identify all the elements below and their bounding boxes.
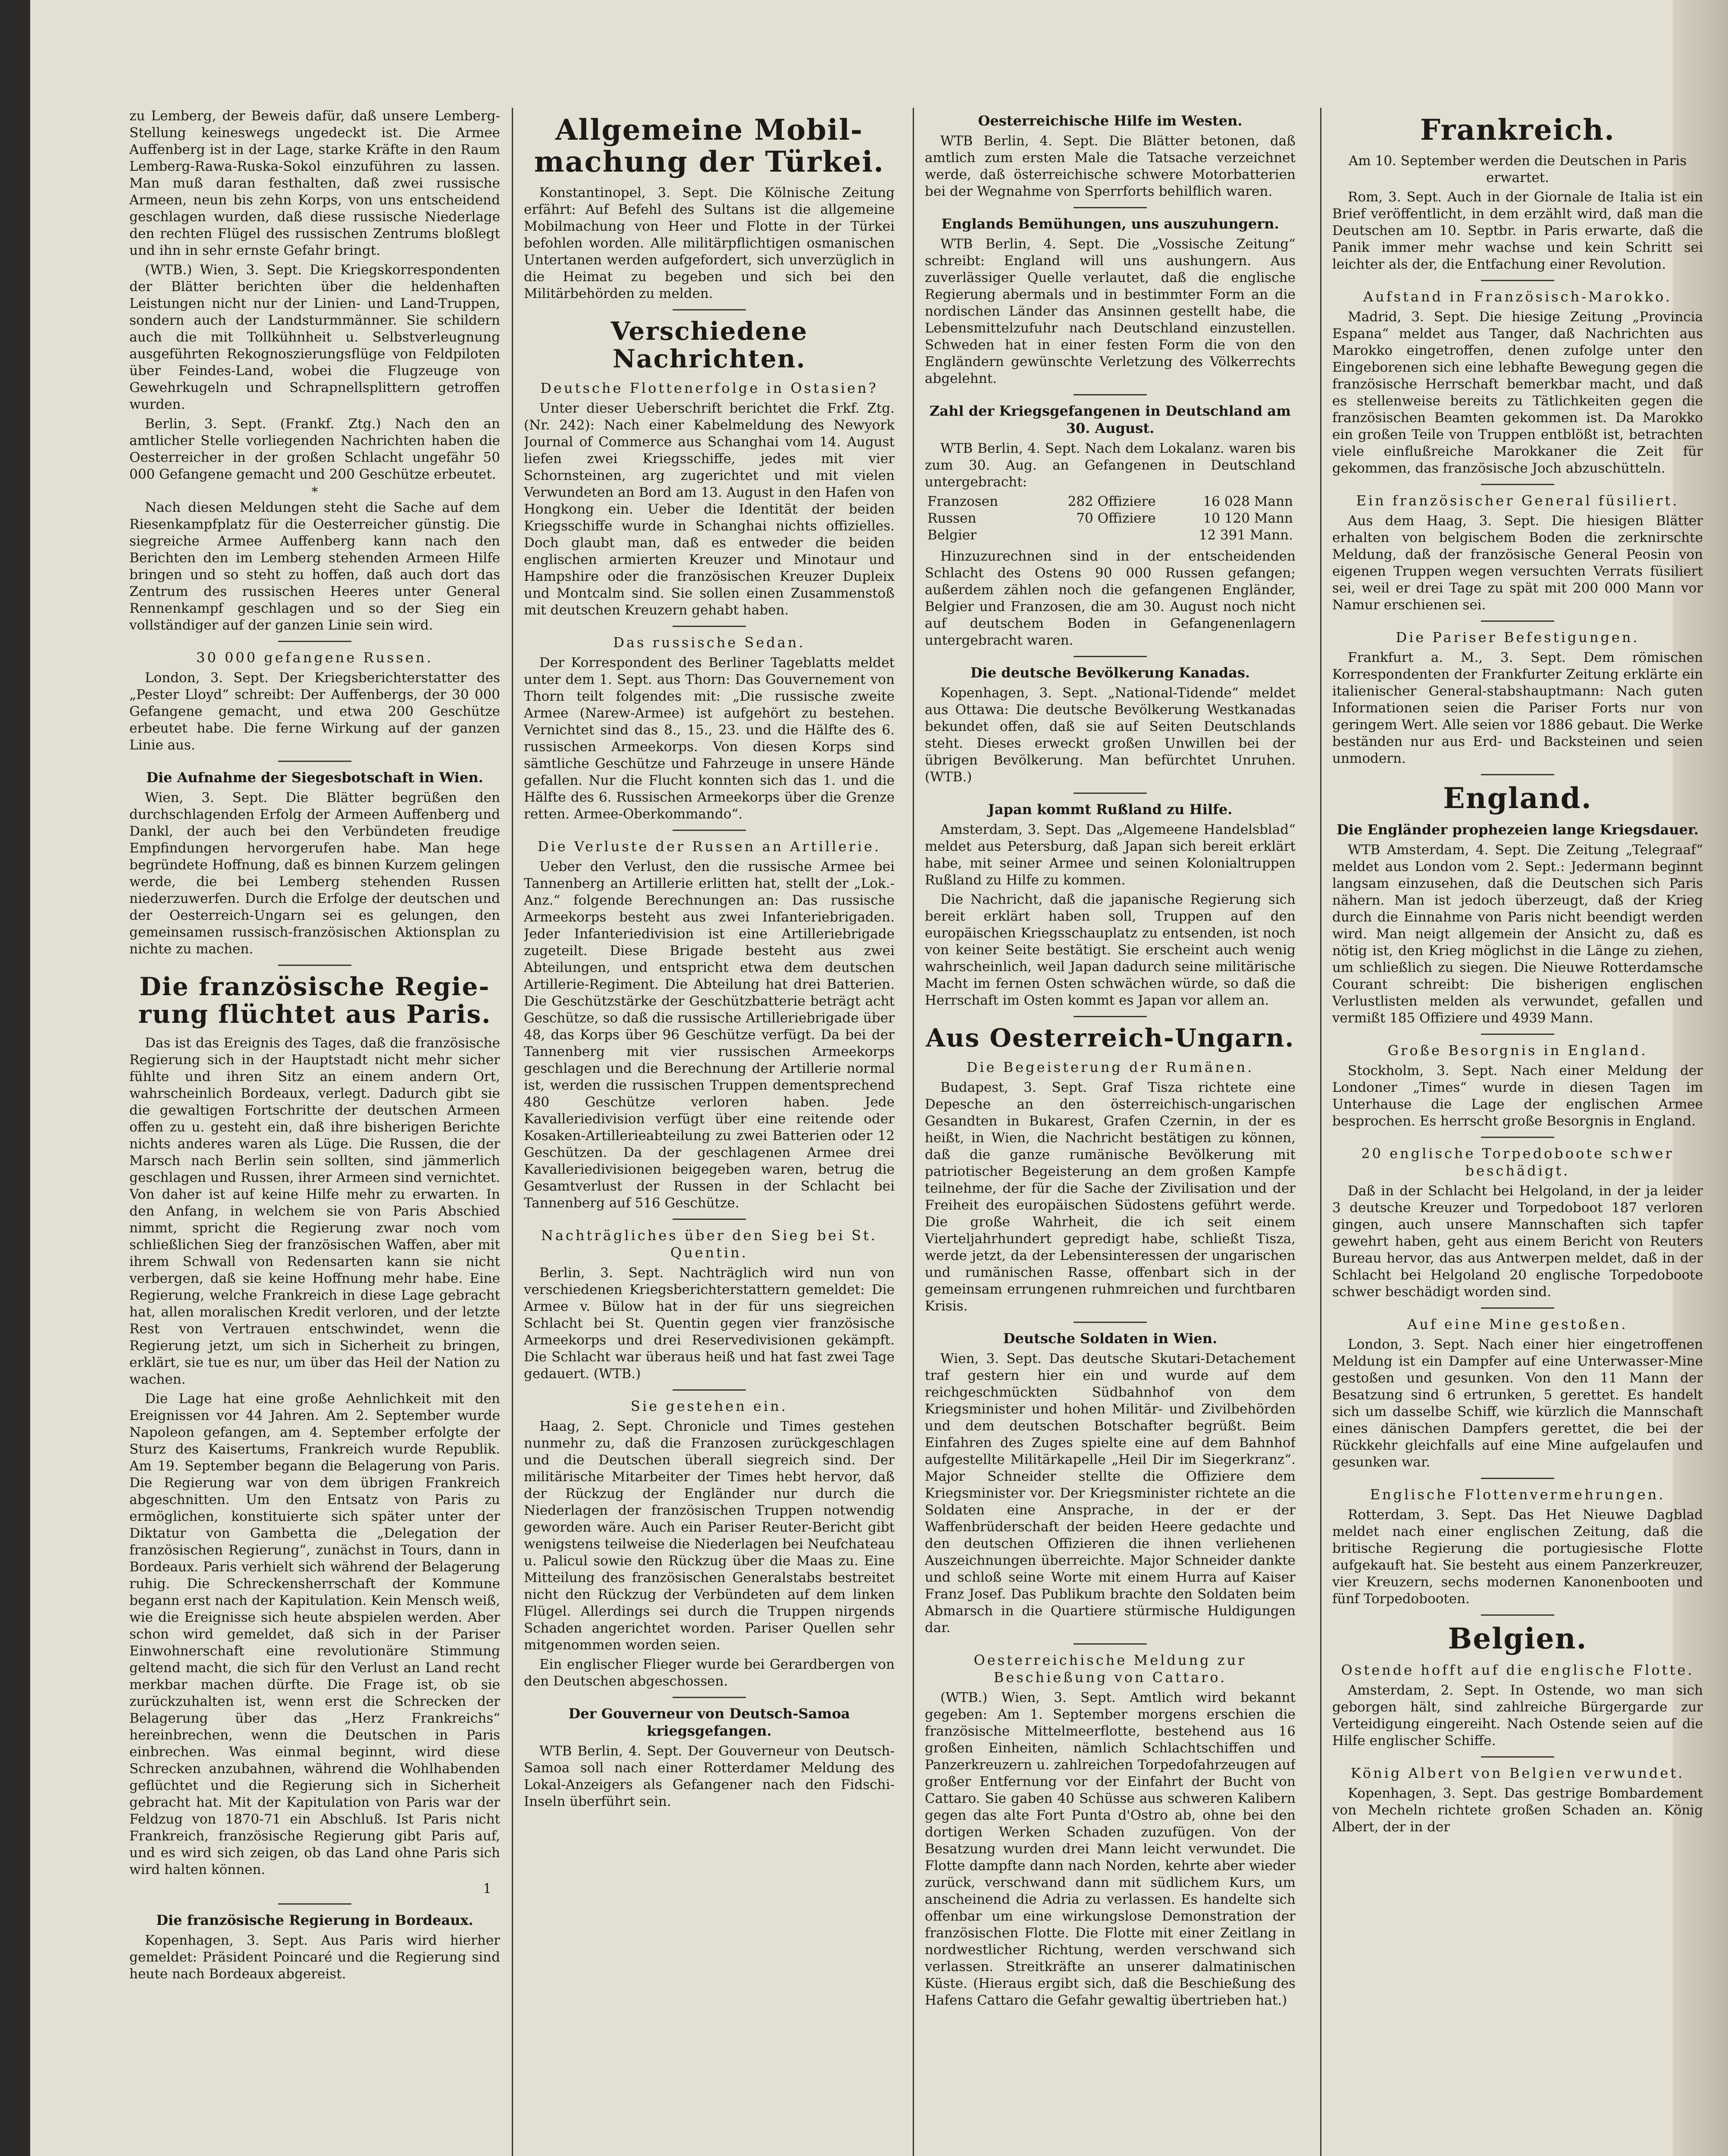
separator-rule [1481, 1307, 1554, 1309]
separator-rule [1481, 1756, 1554, 1758]
article-text: Kopenhagen, 3. Sept. Das gestrige Bombardement von Mecheln richtete großen Schaden an. König Albert, der in der [1332, 1786, 1703, 1835]
table-cell: Franzosen [927, 494, 998, 509]
headline: Die deutsche Bevölkerung Kanadas. [970, 664, 1250, 681]
article-text: Ein englischer Flieger wurde bei Gerardbergen von den Deutschen abgeschossen. [524, 1657, 895, 1689]
table-cell: 16 028 Mann [1203, 494, 1293, 509]
headline: Der Gouverneur von Deutsch-Samoa kriegsgefangen. [568, 1705, 850, 1739]
article-text: WTB Berlin, 4. Sept. Die „Vossische Zeitung“ schreibt: England will uns aushungern. Aus zuverlässiger Quelle verlautet, daß die englische Regierung abermals und in bestimmter Form an die nordischen Länder das Ansinnen gestellt habe, die Lebensmittelzufuhr nach Deutschland einzustellen. Schweden hat in einer festen Form die von den Engländern gewünschte Verletzung des Völkerrechts abgelehnt. [925, 236, 1296, 386]
separator-rule [673, 626, 746, 627]
headline: Japan kommt Rußland zu Hilfe. [988, 801, 1233, 818]
table-cell: 10 120 Mann [1203, 511, 1293, 526]
section-heading: Belgien. [1448, 1622, 1587, 1655]
table-cell: 70 Offiziere [1076, 511, 1156, 526]
article-text: Rotterdam, 3. Sept. Das Het Nieuwe Dagblad meldet nach einer englischen Zeitung, daß die britische Regierung die portugiesische Flotte aufgekauft hat. Sie besteht aus einem Panzerkreuzer, vier Kreuzern, sechs modernen Kanonenbooten und fünf Torpedobooten. [1332, 1507, 1703, 1607]
article-text: Konstantinopel, 3. Sept. Die Kölnische Zeitung erfährt: Auf Befehl des Sultans ist die allgemeine Mobilmachung von Heer und Flotte in der Türkei befohlen worden. Alle militärpflichtigen osmanischen Untertanen werden aufgefordert, sich unverzüglich in die Heimat zu begeben und sich bei den Militärbehörden zu melden. [524, 185, 895, 301]
article-text: Haag, 2. Sept. Chronicle und Times gestehen nunmehr zu, daß die Franzosen zurückgeschlagen und die Deutschen überall siegreich sind. Der militärische Mitarbeiter der Times hebt hervor, daß der Rückzug der Engländer nur durch die Niederlagen der französischen Truppen notwendig geworden wäre. Auch ein Pariser Reuter-Bericht gibt wenigstens teilweise die Niederlagen bei Neufchateau u. Palicul sowie den Rückzug über die Maas zu. Eine Mitteilung des französischen Generalstabs bestreitet nicht den Rückzug der Verbündeten auf dem linken Flügel. Allerdings sei durch die Truppen nirgends Schaden angerichtet worden. Pariser Quellen sehr mitgenommen worden seien. [524, 1419, 895, 1653]
section-heading: England. [1443, 781, 1592, 815]
headline: Deutsche Soldaten in Wien. [1003, 1330, 1218, 1347]
article-text: Budapest, 3. Sept. Graf Tisza richtete eine Depesche an den österreichisch-ungarischen Gesandten in Bukarest, Grafen Czernin, in der es heißt, in Wien, die Nachricht bestätigen zu können, daß die ganze rumänische Bevölkerung mit patriotischer Begeisterung an dem großen Kampfe teilnehme, der für die Sache der Zivilisation und der Freiheit des europäischen Südostens geführt werde. Die große Wahrheit, die ich seit einem Vierteljahrhundert gepredigt habe, schließt Tisza, werde jetzt, da der Lebensinteressen der ungarischen und rumänischen Rasse, offenbart sich in der gemeinsam errungenen ruhmreichen und furchtbaren Krisis. [925, 1080, 1296, 1314]
column-rule [913, 108, 914, 2156]
column-1 [129, 108, 500, 2156]
headline: Deutsche Flottenerfolge in Ostasien? [540, 380, 878, 396]
article-text: Aus dem Haag, 3. Sept. Die hiesigen Blätter erhalten von belgischem Boden die zerknirschte Meldung, daß der französische General Peosin von eigenen Truppen wegen versuchten Verrats füsiliert sei, weil er drei Tage zu spät mit 200 000 Mann vor Namur erschienen sei. [1332, 513, 1703, 613]
headline-major: Die französische Regie- rung flüchtet aus Paris. [138, 972, 491, 1029]
prisoner-table [925, 493, 1296, 544]
article-text: Nach diesen Meldungen steht die Sache auf dem Riesenkampfplatz für die Oesterreicher günstig. Die siegreiche Armee Auffenberg kann nach den Berichten den im Lemberg stehenden Armeen Hilfe bringen und so steht zu hoffen, daß auch dort das Zentrum des russischen Heeres unter General Rennenkampf geschlagen und so der Sieg ein vollständiger auf der ganzen Linie sein wird. [129, 500, 500, 633]
article-text: Rom, 3. Sept. Auch in der Giornale de Italia ist ein Brief veröffentlicht, in dem erzählt wird, daß man die Deutschen am 10. Septbr. in Paris erwarte, daß die Panik immer mehr wachse und kein Schritt sei leichter als der, die Entfachung einer Revolution. [1332, 189, 1703, 272]
article-text: Unter dieser Ueberschrift berichtet die Frkf. Ztg. (Nr. 242): Nach einer Kabelmeldung des Newyork Journal of Commerce aus Schanghai vom 14. August liefen zwei Kriegsschiffe, jedes mit vier Schornsteinen, arg zugerichtet und mit vielen Verwundeten an Bord am 13. August in den Hafen von Hongkong ein. Ueber die Identität der beiden Kriegsschiffe wurde in Schanghai nichts offizielles. Doch glaubt man, daß es entweder die beiden englischen armierten Kreuzer und Minotaur und Hampshire oder die französischen Kreuzer Dupleix und Montcalm sind. Sie sollen einen Zusammenstoß mit deutschen Kreuzern gehabt haben. [524, 401, 895, 618]
article-text: WTB Berlin, 4. Sept. Nach dem Lokalanz. waren bis zum 30. Aug. an Gefangenen in Deutschland untergebracht: [925, 441, 1296, 490]
separator-rule [1481, 484, 1554, 485]
article-text: Hinzuzurechnen sind in der entscheidenden Schlacht des Ostens 90 000 Russen gefangen; außerdem zählen noch die gefangenen Engländer, Belgier und Franzosen, die am 30. August noch nicht auf deutschem Boden in Gefangenenlagern untergebracht waren. [925, 548, 1296, 648]
article-text: London, 3. Sept. Der Kriegsberichterstatter des „Pester Lloyd“ schreibt: Der Auffenbergs, der 30 000 Gefangene gemacht, und etwa 200 Geschütze erbeutet habe. Die ferne Wirkung auf der ganzen Linie aus. [129, 670, 500, 753]
separator-rule [278, 965, 351, 966]
headline: Die französische Regierung in Bordeaux. [156, 1912, 473, 1928]
separator-rule [1481, 774, 1554, 775]
headline: König Albert von Belgien verwundet. [1350, 1765, 1685, 1781]
headline: Aufstand in Französisch-Marokko. [1363, 288, 1672, 305]
separator-rule [278, 1903, 351, 1905]
headline: Das russische Sedan. [613, 634, 805, 651]
separator-rule [673, 830, 746, 831]
headline: Die Aufnahme der Siegesbotschaft in Wien. [146, 769, 483, 786]
separator-rule [1074, 793, 1147, 794]
separator-rule [278, 641, 351, 642]
article-text: Daß in der Schlacht bei Helgoland, in der ja leider 3 deutsche Kreuzer und Torpedoboot 187 verloren gingen, auch unsere Mannschaften sich tapfer gewehrt haben, geht aus einem Bericht von Reuters Bureau hervor, das aus Antwerpen meldet, daß in der Schlacht bei Helgoland 20 englische Torpedoboote schwer beschädigt worden sind. [1332, 1183, 1703, 1300]
article-text: Die Nachricht, daß die japanische Regierung sich bereit erklärt haben soll, Truppen auf den europäischen Kriegsschauplatz zu entsenden, ist noch von keiner Seite bestätigt. Sie erscheint auch wenig wahrscheinlich, weil Japan dadurch seine militärische Macht im fernen Osten schwächen würde, so daß die Herrschaft im Osten kommt es Japan vor allem an. [925, 892, 1296, 1008]
separator-rule [1074, 1322, 1147, 1323]
headline: 30 000 gefangene Russen. [196, 649, 433, 666]
table-cell: Belgier [927, 527, 977, 543]
section-heading: Frankreich. [1420, 113, 1615, 147]
article-text: Die Lage hat eine große Aehnlichkeit mit den Ereignissen vor 44 Jahren. Am 2. September wurde Napoleon gefangen, am 4. September erfolgte der Sturz des Kaisertums, Frankreich wurde Republik. Am 19. September begann die Belagerung von Paris. Die Regierung war von dem übrigen Frankreich abgeschnitten. Um den Entsatz von Paris zu ermöglichen, konstituierte sich später unter der Diktatur von Gambetta die „Delegation der französischen Regierung“, zunächst in Tours, dann in Bordeaux. Paris verhielt sich während der Belagerung ruhig. Die Schreckensherrschaft der Kommune begann erst nach der Kapitulation. Kein Mensch weiß, wie die Ereignisse sich heute abspielen werden. Aber schon wird gemeldet, daß sich in der Pariser Einwohnerschaft eine revolutionäre Stimmung geltend macht, die sich für den Verlust an Land recht merkbar machen dürfte. Die Frage ist, ob sie zurückzuhalten ist, wenn erst die Schrecken der Belagerung über das „Herz Frankreichs“ hereinbrechen, wenn die Deutschen in Paris einbrechen. Was einmal beginnt, wird diese Schrecken anzubahnen, während die Wohlhabenden geflüchtet und die Regierung sich in Sicherheit gebracht hat. Mit der Kapitulation von Paris war der Feldzug von 1870-71 ein Abschluß. Ist Paris nicht Frankreich, französische Regierung gibt Paris auf, und es wird sich zeigen, ob das Land ohne Paris sich wird halten können. [129, 1391, 500, 1877]
article-text: WTB Berlin, 4. Sept. Der Gouverneur von Deutsch-Samoa soll nach einer Rotterdamer Meldung des Lokal-Anzeigers als Gefangener nach den Fidschi-Inseln überführt sein. [524, 1743, 895, 1809]
table-row [925, 493, 1296, 510]
headline: Englands Bemühungen, uns auszuhungern. [941, 216, 1279, 232]
table-row [925, 527, 1296, 544]
article-text: (WTB.) Wien, 3. Sept. Die Kriegskorrespondenten der Blätter berichten über die heldenhaften Leistungen nicht nur der Linien- und Land-Truppen, sondern auch der Landsturmmänner. Sie schildern auch die mit Tollkühnheit u. Selbstverleugnung ausgeführten Rekognoszierungsflüge von Feldpiloten über Feindes-Land, wobei die Flugzeuge von Gewehrkugeln und Schrapnellsplittern getroffen wurden. [129, 262, 500, 412]
headline: Zahl der Kriegsgefangenen in Deutschland am 30. August. [930, 403, 1291, 436]
article-text: zu Lemberg, der Beweis dafür, daß unsere Lemberg-Stellung keineswegs ungedeckt ist. Die Armee Auffenberg ist in der Lage, starke Kräfte in den Raum Lemberg-Rawa-Ruska-Sokol einzuführen zu lassen. Man muß daran festhalten, daß zwei russische Armeen, neun bis zehn Korps, von uns entscheidend geschlagen wurden, daß diese russische Niederlage den rechten Flügel des russischen Zentrums bloßlegt und ihn in sehr ernste Gefahr bringt. [129, 108, 500, 258]
headline: Die Verluste der Russen an Artillerie. [537, 838, 881, 855]
article-text: Amsterdam, 2. Sept. In Ostende, wo man sich geborgen hält, sind zahlreiche Bürgergarde zur Verteidigung eingereiht. Nach Ostende seien auf die Hilfe englischer Schiffe. [1332, 1683, 1703, 1749]
separator-rule [673, 1389, 746, 1391]
headline: Ein französischer General füsiliert. [1356, 492, 1679, 509]
headline: Die Pariser Befestigungen. [1396, 629, 1640, 646]
headline-major: Allgemeine Mobil- machung der Türkei. [534, 113, 885, 179]
article-text: Wien, 3. Sept. Das deutsche Skutari-Detachement traf gestern hier ein und wurde auf dem reichgeschmückten Südbahnhof von dem Kriegsminister und hohen Militär- und Zivilbehörden und dem deutschen Botschafter begrüßt. Beim Einfahren des Zuges spielte eine auf dem Bahnhof aufgestellte Militärkapelle „Heil Dir im Siegerkranz“. Major Schneider stellte die Offiziere dem Kriegsminister vor. Der Kriegsminister richtete an die Soldaten eine Ansprache, in der er der Waffenbrüderschaft der beiden Heere gedachte und den deutschen Offizieren die ihnen verliehenen Auszeichnungen überreichte. Major Schneider dankte und schloß seine Worte mit einem Hurra auf Kaiser Franz Josef. Das Publikum brachte den Soldaten beim Abmarsch in die Quartiere stürmische Huldigungen dar. [925, 1351, 1296, 1636]
separator-rule [1074, 1016, 1147, 1017]
article-text: Kopenhagen, 3. Sept. Aus Paris wird hierher gemeldet: Präsident Poincaré und die Regierung sind heute nach Bordeaux abgereist. [129, 1933, 500, 1982]
headline: 20 englische Torpedoboote schwer beschädigt. [1361, 1145, 1674, 1179]
column-rule [1320, 108, 1321, 2156]
column-3 [925, 108, 1296, 2156]
article-text: Am 10. September werden die Deutschen in Paris erwartet. [1348, 153, 1687, 185]
article-text: Berlin, 3. Sept. (Frankf. Ztg.) Nach den an amtlicher Stelle vorliegenden Nachrichten haben die Oesterreicher in der großen Schlacht ungefähr 50 000 Gefangene gemacht und 200 Geschütze erbeutet. [129, 416, 500, 482]
article-text: WTB Amsterdam, 4. Sept. Die Zeitung „Telegraaf“ meldet aus London vom 2. Sept.: Jedermann beginnt langsam einzusehen, daß die Deutschen sich Paris nähern. Man ist jedoch überzeugt, daß der Krieg durch die Einnahme von Paris nicht beendigt werden wird. Man neigt allgemein der Ansicht zu, daß es nötig ist, den Krieg möglichst in die Länge zu ziehen, um schließlich zu siegen. Die Nieuwe Rotterdamsche Courant schreibt: Die bisherigen englischen Verlustlisten melden als verwundet, gefallen und vermißt 185 Offiziere und 4939 Mann. [1332, 842, 1703, 1026]
article-text: WTB Berlin, 4. Sept. Die Blätter betonen, daß amtlich zum ersten Male die Tatsache verzeichnet werde, daß österreichische schwere Motorbatterien bei der Wegnahme von Sperrforts behilflich waren. [925, 133, 1296, 199]
headline: Die Engländer prophezeien lange Kriegsdauer. [1337, 821, 1699, 838]
page-number: 1 [483, 1881, 491, 1896]
column-2 [524, 108, 895, 2156]
table-cell: 282 Offiziere [1067, 494, 1156, 509]
separator-rule [278, 761, 351, 762]
separator-rule [673, 309, 746, 310]
separator-rule [1481, 280, 1554, 281]
article-text: Stockholm, 3. Sept. Nach einer Meldung der Londoner „Times“ wurde in diesen Tagen im Unterhause die Lage der englischen Armee besprochen. Es herrscht große Besorgnis in England. [1332, 1063, 1703, 1129]
separator-star: * [311, 485, 318, 500]
article-text: Das ist das Ereignis des Tages, daß die französische Regierung sich in der Hauptstadt nicht mehr sicher fühlte und ihren Sitz an einem andern Ort, wahrscheinlich Bordeaux, verlegt. Dadurch gibt sie die gewaltigen Fortschritte der deutschen Armeen offen zu u. gesteht ein, daß ihre bisherigen Berichte nichts anderes waren als Lüge. Die Russen, die der Marsch nach Berlin sein sollten, sind jämmerlich geschlagen und Russen, ihrer Armeen sind vernichtet. Von daher ist auf keine Hilfe mehr zu erwarten. In den Anfang, in welchem sie von Paris Abschied nimmt, spricht die Regierung zwar noch vom schließlichen Sieg der französischen Waffen, aber mit ihrem Schwall von Redensarten kann sie nicht verbergen, daß sie keine Hoffnung mehr habe. Eine Regierung, welche Frankreich in diese Lage gebracht hat, allen moralischen Kredit verloren, und der letzte Rest von Vertrauen entschwindet, wenn die Regierung jetzt, um sich in Sicherheit zu bringen, erklärt, sie tue es nur, um über das Heil der Nation zu wachen. [129, 1035, 500, 1387]
column-rule [512, 108, 513, 2156]
separator-rule [1074, 394, 1147, 395]
separator-rule [1481, 1614, 1554, 1616]
table-cell: Russen [927, 511, 977, 526]
separator-rule [1074, 656, 1147, 657]
table-cell: 12 391 Mann. [1199, 527, 1293, 543]
separator-rule [673, 1219, 746, 1220]
headline: Die Begeisterung der Rumänen. [966, 1059, 1254, 1075]
article-text: Berlin, 3. Sept. Nachträglich wird nun von verschiedenen Kriegsberichterstattern gemeldet: Die Armee v. Bülow hat in der für uns siegreichen Schlacht bei St. Quentin gegen vier französische Armeekorps und drei Reservedivisionen gekämpft. Die Schlacht war überaus heiß und hat fast zwei Tage gedauert. (WTB.) [524, 1265, 895, 1382]
separator-rule [1481, 620, 1554, 622]
article-text: Der Korrespondent des Berliner Tageblatts meldet unter dem 1. Sept. aus Thorn: Das Gouvernement von Thorn teilt folgendes mit: „Die russische zweite Armee (Narew-Armee) ist aufgehört zu bestehen. Vernichtet sind das 8., 15., 23. und die Hälfte des 6. russischen Armeekorps. Von diesen Korps sind sämtliche Geschütze und Fahrzeuge in unsere Hände gefallen. Nur die Flucht konnten sich das 1. und die Hälfte des 6. Russischen Armeekorps über die Grenze retten. Armee-Oberkommando“. [524, 655, 895, 822]
separator-rule [1074, 1643, 1147, 1645]
headline: Englische Flottenvermehrungen. [1370, 1486, 1665, 1503]
headline: Ostende hofft auf die englische Flotte. [1341, 1662, 1694, 1678]
separator-rule [1074, 207, 1147, 208]
article-text: Wien, 3. Sept. Die Blätter begrüßen den durchschlagenden Erfolg der Armeen Auffenberg und Dankl, der auch bei den Verbündeten freudige Empfindungen hervorgerufen habe. Man hege begründete Hoffnung, daß es binnen Kurzem gelingen werde, die bei Lemberg stehenden Russen niederzuwerfen. Durch die Erfolge der deutschen und der Oesterreich-Ungarn sei es gelungen, den gemeinsamen russisch-französischen Aktionsplan zu nichte zu machen. [129, 790, 500, 957]
headline: Sie gestehen ein. [630, 1398, 788, 1414]
separator-rule [1481, 1034, 1554, 1035]
table-cell [1030, 527, 1158, 544]
column-4 [1332, 108, 1703, 2156]
table-row [925, 510, 1296, 527]
section-heading: Verschiedene Nachrichten. [610, 317, 808, 373]
article-text: London, 3. Sept. Nach einer hier eingetroffenen Meldung ist ein Dampfer auf eine Unterwasser-Mine gestoßen und gesunken. Von den 11 Mann der Besatzung sind 6 ertrunken, 5 gerettet. Es handelt sich um dasselbe Schiff, wie kürzlich die Mannschaft eines dänischen Dampfers gerettet, die bei der Rückkehr gleichfalls auf eine Mine aufgelaufen und gesunken war. [1332, 1337, 1703, 1470]
section-heading: Aus Oesterreich-Ungarn. [926, 1023, 1295, 1053]
headline: Oesterreichische Meldung zur Beschießung von Cattaro. [974, 1652, 1247, 1686]
newspaper-page [129, 108, 1725, 2156]
separator-rule [1481, 1478, 1554, 1479]
headline: Nachträgliches über den Sieg bei St. Quentin. [541, 1227, 878, 1261]
article-text: Frankfurt a. M., 3. Sept. Dem römischen Korrespondenten der Frankfurter Zeitung erklärte ein italienischer General-stabshauptmann: Nach guten Informationen seien die Pariser Forts nur von geringem Wert. Alle seien vor 1886 gebaut. Die Werke beständen nur aus Erd- und Backsteinen und seien unmodern. [1332, 650, 1703, 766]
article-text: Kopenhagen, 3. Sept. „National-Tidende“ meldet aus Ottawa: Die deutsche Bevölkerung Westkanadas bekundet offen, daß sie auf Seiten Deutschlands steht. Dieses erweckt großen Unwillen bei der übrigen Bevölkerung. Man befürchtet Unruhen. (WTB.) [925, 685, 1296, 785]
article-text: Madrid, 3. Sept. Die hiesige Zeitung „Provincia Espana“ meldet aus Tanger, daß Nachrichten aus Marokko eingetroffen, denen zufolge unter den Eingeborenen sich eine lebhafte Bewegung gegen die französische Herrschaft bemerkbar macht, und daß es stellenweise bereits zu Tätlichkeiten gegen die französischen Beamten gekommen ist. Da Marokko ein großen Teile von Truppen entblößt ist, betrachten viele einflußreiche Marokkaner die Zeit für gekommen, das französische Joch abzuschütteln. [1332, 309, 1703, 476]
headline: Auf eine Mine gestoßen. [1407, 1316, 1628, 1332]
article-text: Ueber den Verlust, den die russische Armee bei Tannenberg an Artillerie erlitten hat, stellt der „Lok.-Anz.“ folgende Berechnungen an: Das russische Armeekorps besteht aus zwei Infanteriebrigaden. Jeder Infanteriedivision ist eine Artilleriebrigade zugeteilt. Diese Brigade besteht aus zwei Abteilungen, und entspricht etwa dem deutschen Artillerie-Regiment. Die Abteilung hat drei Batterien. Die Geschützstärke der Geschützbatterie beträgt acht Geschütze, so daß die russische Artilleriebrigade über 48, das Korps über 96 Geschütze verfügt. Da bei der Tannenberg mit vier russischen Armeekorps geschlagen und die Berechnung der Artillerie normal ist, werden die russischen Truppen dementsprechend 480 Geschütze verloren haben. Jede Kavalleriedivision verfügt über eine reitende oder Kosaken-Artillerieabteilung zu zwei Batterien oder 12 Geschützen. Da der geschlagenen Armee drei Kavalleriedivisionen beigegeben waren, betrug die Gesamtverlust der Russen in der Schlacht bei Tannenberg auf 516 Geschütze. [524, 859, 895, 1211]
headline: Große Besorgnis in England. [1387, 1042, 1648, 1059]
article-text: (WTB.) Wien, 3. Sept. Amtlich wird bekannt gegeben: Am 1. September morgens erschien die französische Mittelmeerflotte, bestehend aus 16 großen Einheiten, nämlich Schlachtschiffen und Panzerkreuzern u. zahlreichen Torpedofahrzeugen auf großer Entfernung vor der Einfahrt der Bucht von Cattaro. Sie gaben 40 Schüsse aus schweren Kalibern gegen das alte Fort Punta d'Ostro ab, ohne bei den dortigen Werken Schaden zuzufügen. Von der Besatzung wurden drei Mann leicht verwundet. Die Flotte dampfte dann nach Norden, kehrte aber wieder zurück, verschwand dann mit südlichem Kurs, um anscheinend die Adria zu verlassen. Es handelte sich offenbar um eine wirkungslose Demonstration der französischen Flotte. Die Flotte mit einer Zeitlang in nordwestlicher Richtung, werden verschwand sich verlassen. Streitkräfte an unserer dalmatinischen Küste. (Hieraus ergibt sich, daß die Beschießung des Hafens Cattaro die Gefahr gewaltig übertrieben hat.) [925, 1690, 1296, 2008]
separator-rule [1481, 1137, 1554, 1138]
headline: Oesterreichische Hilfe im Westen. [978, 113, 1243, 129]
separator-rule [673, 1697, 746, 1698]
article-text: Amsterdam, 3. Sept. Das „Algemeene Handelsblad“ meldet aus Petersburg, daß Japan sich bereit erklärt habe, mit seiner Armee und seinen Kolonialtruppen Rußland zu Hilfe zu kommen. [925, 822, 1296, 888]
